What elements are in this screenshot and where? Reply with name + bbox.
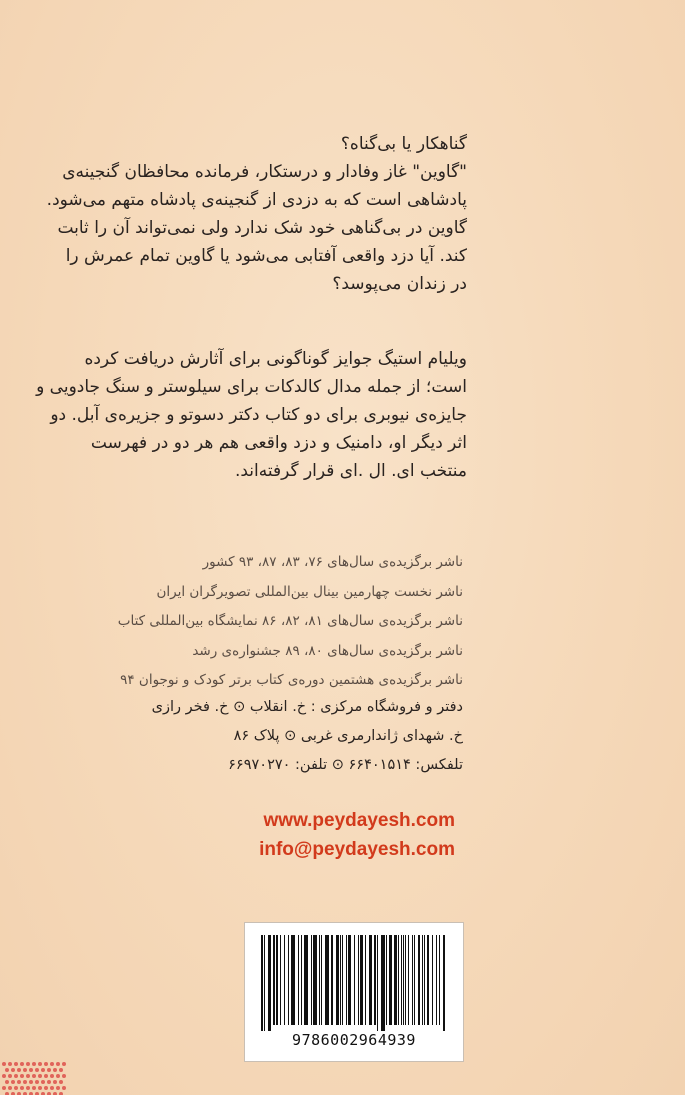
decorative-dot: [20, 1062, 24, 1066]
barcode-bar: [346, 935, 347, 1025]
barcode-bar: [386, 935, 387, 1025]
barcode-bars: [259, 935, 449, 1031]
decorative-dot: [50, 1074, 54, 1078]
barcode-bar: [301, 935, 302, 1025]
barcode-bar: [381, 935, 385, 1031]
barcode-bar: [398, 935, 399, 1025]
award-line: ناشر برگزیده‌ی هشتمین دوره‌ی کتاب برتر کودک و نوجوان ۹۴: [120, 672, 463, 688]
barcode-bar: [321, 935, 322, 1025]
barcode-bar: [298, 935, 299, 1025]
award-line: ناشر برگزیده‌ی سال‌های ۷۶، ۸۳، ۸۷، ۹۳ کشور: [202, 554, 463, 570]
decorative-dot: [32, 1086, 36, 1090]
decorative-dot: [20, 1074, 24, 1078]
decorative-dot: [41, 1068, 45, 1072]
decorative-dot: [38, 1062, 42, 1066]
isbn-number: 9786002964939: [292, 1031, 416, 1049]
barcode-bar: [304, 935, 308, 1025]
author-bio-line: منتخب ای. ال .ای قرار گرفته‌اند.: [234, 461, 467, 481]
barcode-bar: [403, 935, 404, 1025]
barcode-bar: [354, 935, 355, 1025]
decorative-dot: [23, 1080, 27, 1084]
barcode-bar: [377, 935, 378, 1031]
decorative-dot: [56, 1086, 60, 1090]
decorative-dot: [50, 1062, 54, 1066]
book-description: [46, 130, 467, 298]
barcode-bar: [264, 935, 265, 1031]
address-line: دفتر و فروشگاه مرکزی : خ. انقلاب ⊙ خ. فخر رازی: [151, 699, 463, 715]
barcode-bar: [405, 935, 406, 1025]
decorative-dot: [2, 1062, 6, 1066]
description-line: گاوین در بی‌گناهی خود شک ندارد ولی نمی‌تواند آن را ثابت: [57, 218, 467, 238]
website-link[interactable]: www.peydayesh.com: [263, 810, 455, 831]
decorative-dot: [59, 1068, 63, 1072]
barcode-bar: [276, 935, 278, 1025]
barcode-bar: [401, 935, 402, 1025]
award-line: ناشر نخست چهارمین بینال بین‌المللی تصویرگران ایران: [156, 583, 463, 600]
description-line: کند. آیا دزد واقعی آفتابی می‌شود یا گاوین تمام عمرش را: [65, 246, 467, 266]
description-title: گناهکار یا بی‌گناه؟: [340, 134, 467, 154]
barcode-bar: [261, 935, 263, 1031]
author-bio-line: اثر دیگر او، دامنیک و دزد واقعی هم هر دو در فهرست: [90, 433, 467, 453]
decorative-dot: [44, 1062, 48, 1066]
decorative-dot: [56, 1074, 60, 1078]
barcode-bar: [369, 935, 372, 1025]
decorative-dot: [23, 1068, 27, 1072]
decorative-dot: [38, 1074, 42, 1078]
barcode-bar: [311, 935, 312, 1025]
decorative-dot: [26, 1074, 30, 1078]
decorative-dot: [35, 1068, 39, 1072]
award-line: ناشر برگزیده‌ی سال‌های ۸۱، ۸۲، ۸۶ نمایشگاه بین‌المللی کتاب: [117, 613, 463, 629]
decorative-dot: [8, 1086, 12, 1090]
decorative-dot: [29, 1068, 33, 1072]
phone-line: تلفکس: ۶۶۴۰۱۵۱۴ ⊙ تلفن: ۶۶۹۷۰۲۷۰: [228, 757, 463, 773]
author-bio-line: ویلیام استیگ جوایز گوناگونی برای آثارش دریافت کرده: [84, 349, 467, 369]
decorative-dot: [35, 1080, 39, 1084]
barcode-bar: [268, 935, 271, 1031]
decorative-dot: [17, 1068, 21, 1072]
decorative-dot-pattern: [0, 1060, 66, 1095]
decorative-dot: [14, 1086, 18, 1090]
decorative-dot: [29, 1080, 33, 1084]
decorative-dot: [41, 1080, 45, 1084]
barcode-bar: [424, 935, 425, 1025]
description-line: "گاوین" غاز وفادار و درستکار، فرمانده محافظان گنجینه‌ی: [62, 162, 467, 182]
decorative-dot: [47, 1068, 51, 1072]
decorative-dot: [62, 1074, 66, 1078]
barcode-bar: [422, 935, 423, 1025]
barcode-bar: [313, 935, 317, 1025]
publisher-address: [43, 693, 463, 780]
author-bio-line: است؛ از جمله مدال کالدکات برای سیلوستر و سنگ جادویی و: [36, 377, 467, 397]
barcode-bar: [288, 935, 289, 1025]
barcode-bar: [412, 935, 413, 1025]
decorative-dot: [53, 1068, 57, 1072]
email-link[interactable]: info@peydayesh.com: [259, 839, 455, 860]
decorative-dot: [5, 1080, 9, 1084]
decorative-dot: [53, 1080, 57, 1084]
barcode-bar: [389, 935, 392, 1025]
decorative-dot: [56, 1062, 60, 1066]
barcode-bar: [365, 935, 366, 1025]
decorative-dot: [17, 1080, 21, 1084]
barcode-bar: [374, 935, 376, 1025]
barcode-bar: [291, 935, 295, 1025]
award-line: ناشر برگزیده‌ی سال‌های ۸۰، ۸۹ جشنواره‌ی رشد: [192, 642, 463, 659]
barcode-bar: [360, 935, 363, 1025]
barcode-bar: [439, 935, 440, 1025]
barcode-bar: [436, 935, 437, 1025]
barcode-bar: [443, 935, 445, 1031]
barcode-bar: [340, 935, 341, 1025]
description-line: پادشاهی است که به دزدی از گنجینه‌ی پادشاه متهم می‌شود.: [46, 190, 467, 210]
address-line: خ. شهدای ژاندارمری غربی ⊙ پلاک ۸۶: [233, 728, 463, 744]
isbn-barcode: [244, 922, 464, 1062]
barcode-bar: [348, 935, 351, 1025]
author-bio-line: جایزه‌ی نیوبری برای دو کتاب دکتر دسوتو و جزیره‌ی آبل. دو: [50, 405, 467, 425]
barcode-bar: [280, 935, 281, 1025]
barcode-bar: [325, 935, 329, 1025]
decorative-dot: [47, 1080, 51, 1084]
decorative-dot: [44, 1074, 48, 1078]
publisher-awards: [43, 548, 463, 696]
decorative-dot: [11, 1080, 15, 1084]
decorative-dot: [14, 1062, 18, 1066]
decorative-dot: [8, 1074, 12, 1078]
decorative-dot: [11, 1068, 15, 1072]
decorative-dot: [44, 1086, 48, 1090]
decorative-dot: [20, 1086, 24, 1090]
description-line: در زندان می‌پوسد؟: [332, 274, 467, 294]
barcode-bar: [342, 935, 343, 1025]
decorative-dot: [32, 1062, 36, 1066]
barcode-bar: [418, 935, 420, 1025]
decorative-dot: [32, 1074, 36, 1078]
barcode-bar: [319, 935, 320, 1025]
decorative-dot: [5, 1068, 9, 1072]
decorative-dot: [38, 1086, 42, 1090]
barcode-bar: [358, 935, 359, 1025]
decorative-dot: [50, 1086, 54, 1090]
barcode-bar: [336, 935, 339, 1025]
barcode-bar: [408, 935, 409, 1025]
decorative-dot: [14, 1074, 18, 1078]
barcode-bar: [284, 935, 285, 1025]
decorative-dot: [8, 1062, 12, 1066]
decorative-dot: [2, 1086, 6, 1090]
barcode-bar: [273, 935, 275, 1025]
barcode-bar: [394, 935, 397, 1025]
publisher-contact-web: [259, 806, 455, 864]
barcode-bar: [331, 935, 333, 1025]
decorative-dot: [62, 1086, 66, 1090]
decorative-dot: [59, 1080, 63, 1084]
barcode-bar: [432, 935, 433, 1025]
barcode-bar: [427, 935, 429, 1025]
decorative-dot: [62, 1062, 66, 1066]
author-bio: [36, 345, 467, 485]
decorative-dot: [26, 1086, 30, 1090]
barcode-bar: [414, 935, 415, 1025]
decorative-dot: [2, 1074, 6, 1078]
decorative-dot: [26, 1062, 30, 1066]
